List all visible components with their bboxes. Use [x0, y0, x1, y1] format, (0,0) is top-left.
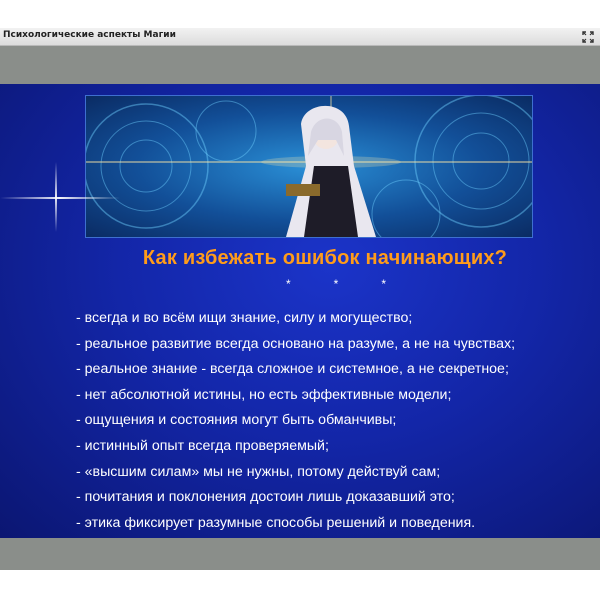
banner-illustration — [86, 96, 532, 237]
list-item: - ощущения и состояния могут быть обманчивы; — [76, 412, 397, 429]
slide-banner-image — [85, 95, 533, 238]
separator-star: * — [333, 277, 339, 291]
list-item: - «высшим силам» мы не нужны, потому действуй сам; — [76, 463, 441, 480]
list-item: - реальное знание - всегда сложное и системное, а не секретное; — [76, 361, 509, 378]
star-separator — [286, 277, 386, 291]
list-item: - всегда и во всём ищи знание, силу и могущество; — [76, 310, 413, 326]
light-flare-vertical — [55, 162, 57, 232]
separator-star: * — [381, 277, 386, 291]
slide-heading: Как избежать ошибок начинающих? — [142, 247, 508, 269]
presentation-slide — [0, 84, 600, 538]
viewer-bottom-frame — [0, 538, 600, 570]
window-titlebar — [0, 28, 600, 46]
list-item: - реальное развитие всегда основано на разуме, а не на чувствах; — [76, 335, 516, 352]
window-title: Психологические аспекты Магии — [3, 30, 176, 40]
advice-list — [76, 306, 515, 536]
list-item: - почитания и поклонения достоин лишь доказавший это; — [76, 489, 455, 506]
viewer-top-frame — [0, 46, 600, 84]
list-item: - нет абсолютной истины, но есть эффективные модели; — [76, 386, 452, 403]
expand-icon[interactable] — [582, 30, 594, 42]
light-flare — [0, 197, 120, 199]
list-item: - этика фиксирует разумные способы решений и поведения. — [76, 514, 476, 531]
list-item: - истинный опыт всегда проверяемый; — [76, 437, 329, 454]
separator-star: * — [286, 277, 291, 291]
